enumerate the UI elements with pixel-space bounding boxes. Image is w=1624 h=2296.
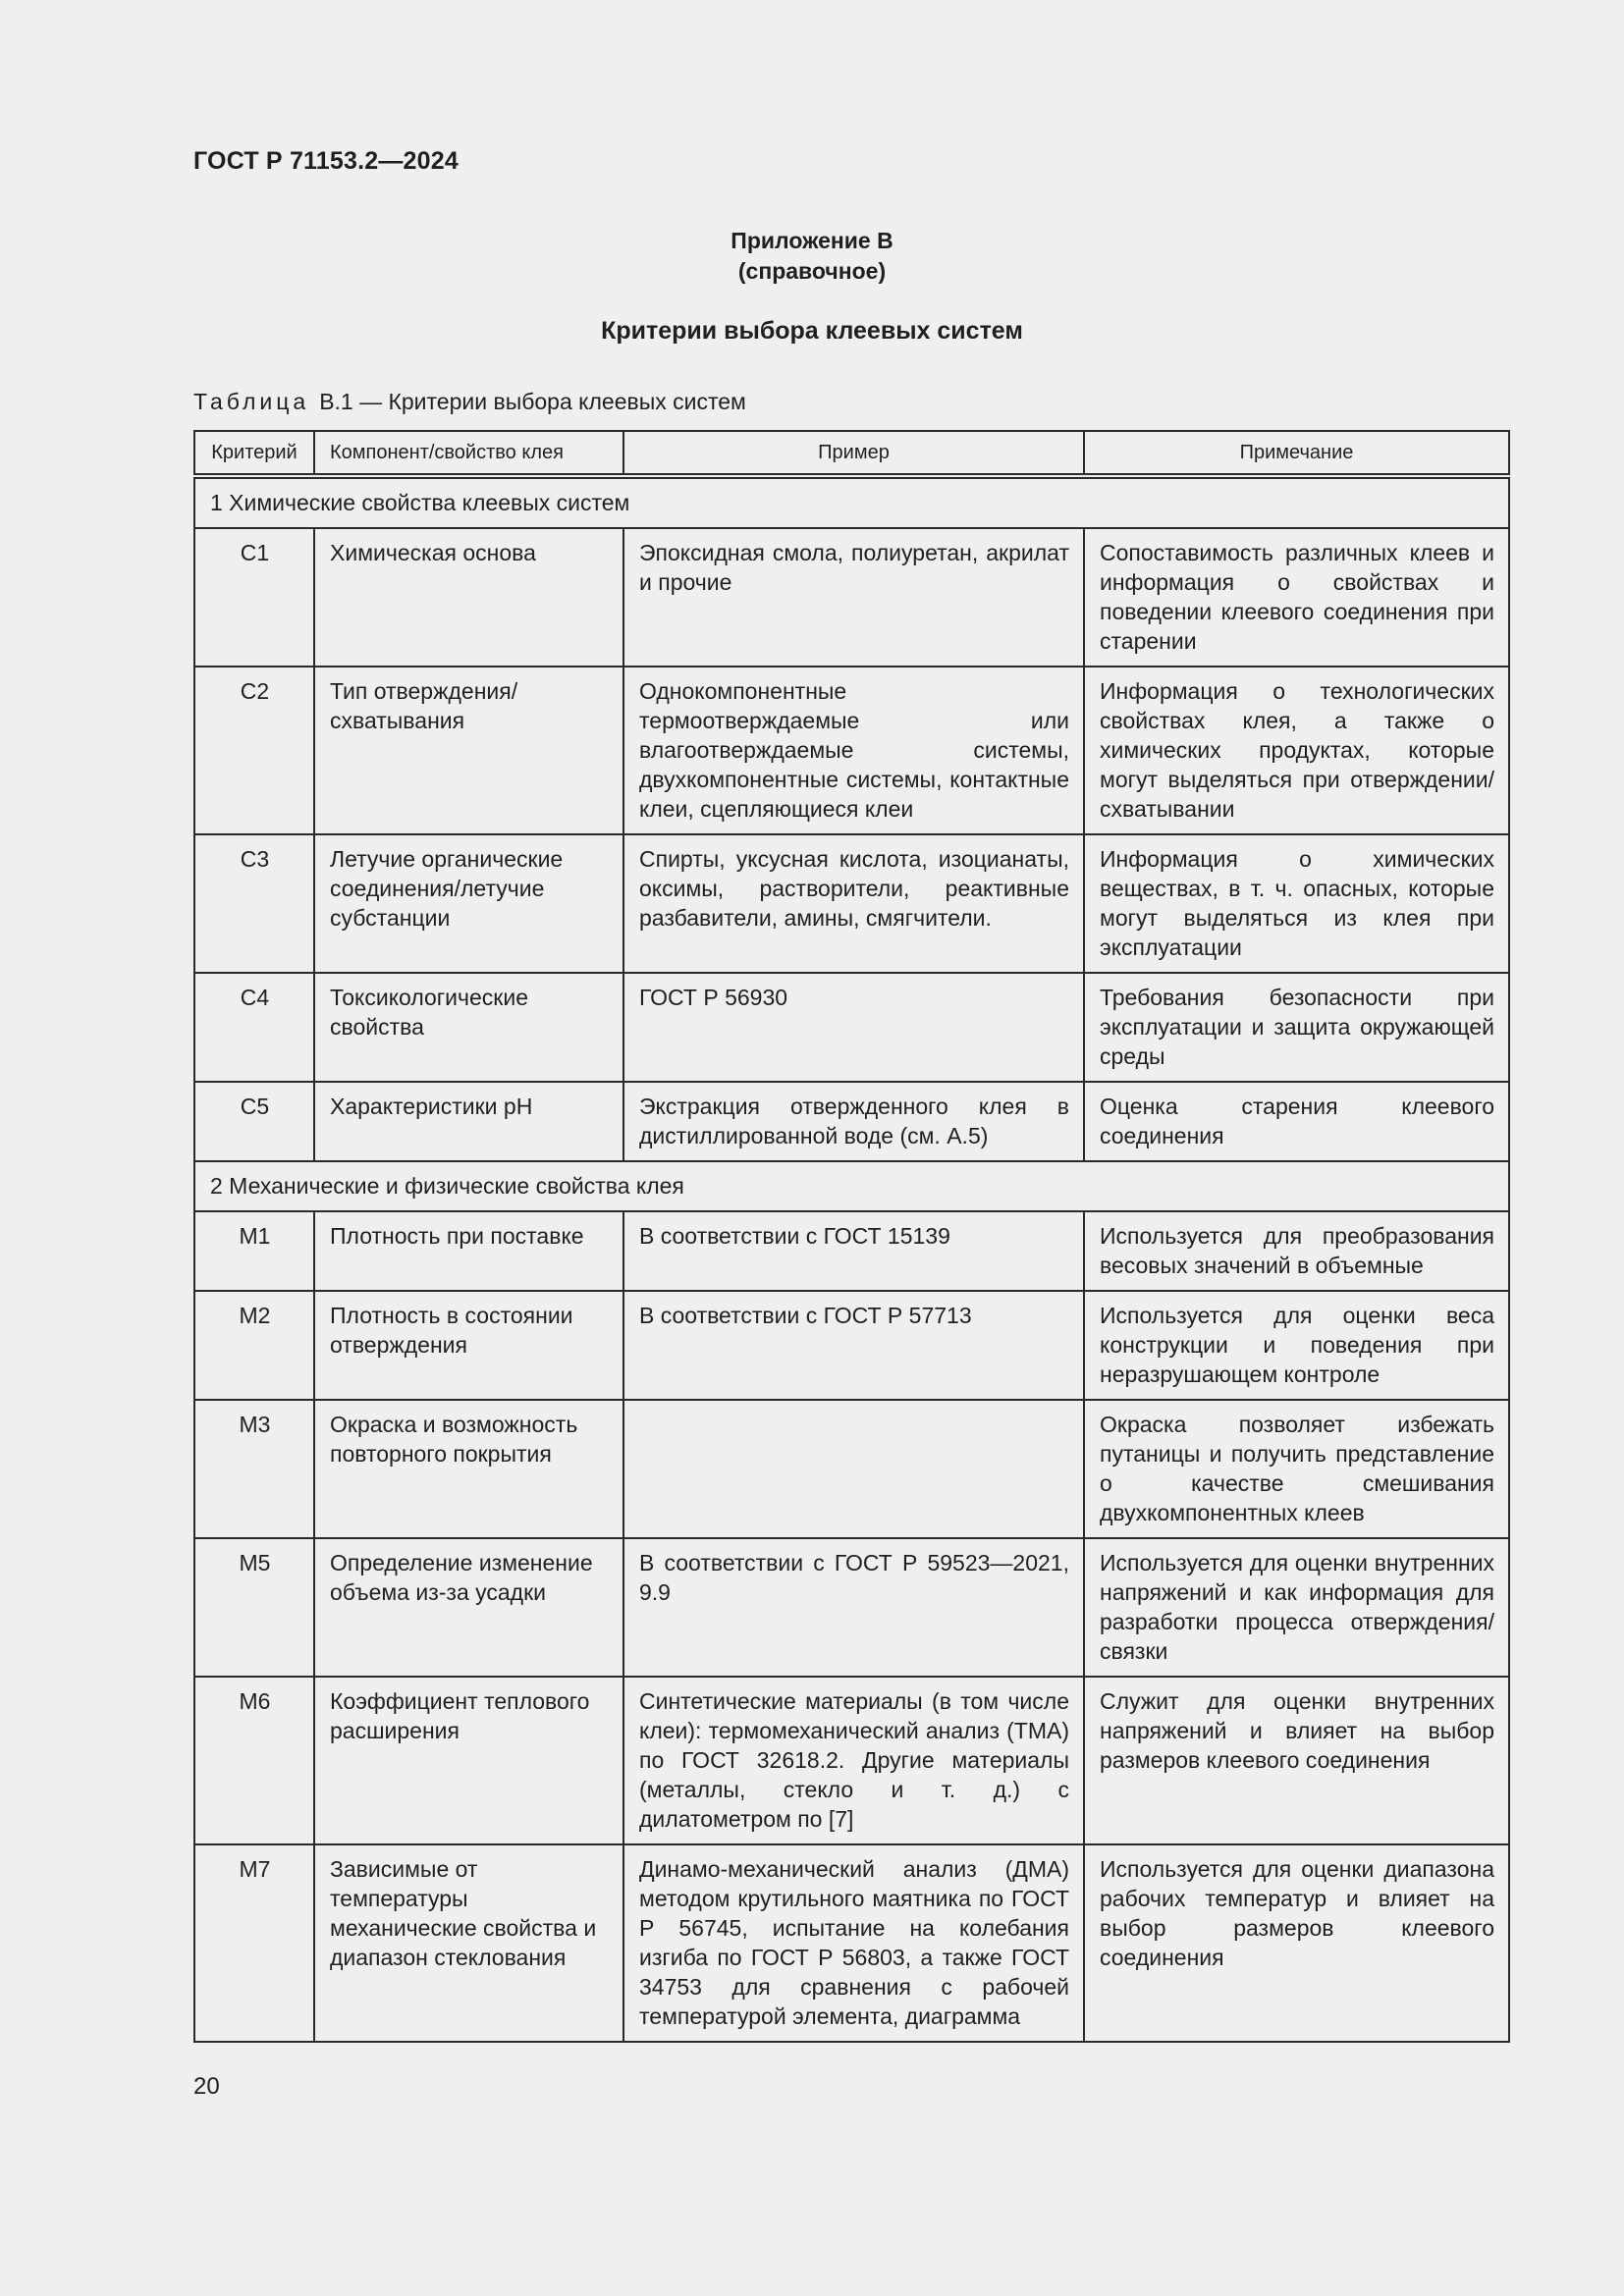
- row-component: Окраска и возможность повторного покрытия: [314, 1400, 623, 1538]
- row-example: В соответствии с ГОСТ Р 59523—2021, 9.9: [623, 1538, 1084, 1677]
- row-component: Коэффициент теплового расширения: [314, 1677, 623, 1844]
- row-code: М6: [194, 1677, 314, 1844]
- row-note: Информация о технологических свойствах клея, а также о химических продуктах, которые могут выделяться при отверждении/ схватывании: [1084, 667, 1509, 834]
- row-component: Летучие органические соединения/летучие субстанции: [314, 834, 623, 973]
- table-row: [194, 1400, 1509, 1538]
- table-row: [194, 834, 1509, 973]
- row-example: [623, 1400, 1084, 1538]
- row-example: ГОСТ Р 56930: [623, 973, 1084, 1082]
- row-component: Определение изменение объема из-за усадки: [314, 1538, 623, 1677]
- row-code: С1: [194, 528, 314, 667]
- appendix-label: Приложение В: [731, 228, 893, 253]
- row-component: Химическая основа: [314, 528, 623, 667]
- row-note: Служит для оценки внутренних напряжений и влияет на выбор размеров клеевого соединения: [1084, 1677, 1509, 1844]
- table-row: [194, 1538, 1509, 1677]
- row-code: С3: [194, 834, 314, 973]
- header-example: Пример: [623, 431, 1084, 476]
- row-component: Тип отверждения/ схватывания: [314, 667, 623, 834]
- row-note: Сопоставимость различных клеев и информация о свойствах и поведении клеевого соединения при старении: [1084, 528, 1509, 667]
- row-code: М3: [194, 1400, 314, 1538]
- row-component: Характеристики pH: [314, 1082, 623, 1161]
- table-row: [194, 973, 1509, 1082]
- row-component: Токсикологические свойства: [314, 973, 623, 1082]
- row-component: Зависимые от температуры механические свойства и диапазон стеклования: [314, 1844, 623, 2042]
- table-row: [194, 528, 1509, 667]
- row-note: Используется для оценки внутренних напряжений и как информация для разработки процесса отверждения/связки: [1084, 1538, 1509, 1677]
- row-code: С4: [194, 973, 314, 1082]
- appendix-heading: [0, 226, 1624, 287]
- row-component: Плотность при поставке: [314, 1211, 623, 1291]
- table-caption-prefix: Таблица: [193, 389, 310, 414]
- row-note: Используется для оценки диапазона рабочих температур и влияет на выбор размеров клеевого соединения: [1084, 1844, 1509, 2042]
- table-row: [194, 1844, 1509, 2042]
- table-row: [194, 1211, 1509, 1291]
- row-note: Оценка старения клеевого соединения: [1084, 1082, 1509, 1161]
- criteria-table: [193, 430, 1510, 2043]
- row-code: М7: [194, 1844, 314, 2042]
- row-example: Синтетические материалы (в том числе клеи): термомеханический анализ (ТМА) по ГОСТ 32618.2. Другие материалы (металлы, стекло и т. д.) с дилатометром по [7]: [623, 1677, 1084, 1844]
- header-component: Компонент/свойство клея: [314, 431, 623, 476]
- header-note: Примечание: [1084, 431, 1509, 476]
- row-code: С5: [194, 1082, 314, 1161]
- table-header-row: [194, 431, 1509, 476]
- row-example: Динамо-механический анализ (ДМА) методом крутильного маятника по ГОСТ Р 56745, испытание на колебания изгиба по ГОСТ Р 56803, а также ГОСТ 34753 для сравнения с рабочей температурой элемента, диаграмма: [623, 1844, 1084, 2042]
- section-title-chemical: 1 Химические свойства клеевых систем: [194, 476, 1509, 528]
- row-code: М5: [194, 1538, 314, 1677]
- row-example: Экстракция отвержденного клея в дистиллированной воде (см. А.5): [623, 1082, 1084, 1161]
- row-note: Информация о химических веществах, в т. ч. опасных, которые могут выделяться из клея при эксплуатации: [1084, 834, 1509, 973]
- row-note: Используется для оценки веса конструкции и поведения при неразрушающем контроле: [1084, 1291, 1509, 1400]
- row-note: Используется для преобразования весовых значений в объемные: [1084, 1211, 1509, 1291]
- section-row: [194, 476, 1509, 528]
- appendix-title: Критерии выбора клеевых систем: [601, 317, 1023, 345]
- row-code: М1: [194, 1211, 314, 1291]
- table-row: [194, 1082, 1509, 1161]
- table-caption: [193, 389, 746, 415]
- section-title-mechanical: 2 Механические и физические свойства клея: [194, 1161, 1509, 1211]
- section-row: [194, 1161, 1509, 1211]
- row-note: Окраска позволяет избежать путаницы и получить представление о качестве смешивания двухкомпонентных клеев: [1084, 1400, 1509, 1538]
- table-caption-text: В.1 — Критерии выбора клеевых систем: [319, 389, 746, 414]
- row-example: В соответствии с ГОСТ Р 57713: [623, 1291, 1084, 1400]
- appendix-type: (справочное): [737, 258, 887, 284]
- row-code: М2: [194, 1291, 314, 1400]
- row-example: Эпоксидная смола, полиуретан, акрилат и прочие: [623, 528, 1084, 667]
- row-example: В соответствии с ГОСТ 15139: [623, 1211, 1084, 1291]
- row-note: Требования безопасности при эксплуатации и защита окружающей среды: [1084, 973, 1509, 1082]
- row-example: Спирты, уксусная кислота, изоцианаты, оксимы, растворители, реактивные разбавители, амины, смягчители.: [623, 834, 1084, 973]
- table-row: [194, 1291, 1509, 1400]
- header-criterion: Критерий: [194, 431, 314, 476]
- row-component: Плотность в состоянии отверждения: [314, 1291, 623, 1400]
- document-code: ГОСТ Р 71153.2—2024: [193, 147, 459, 175]
- table-row: [194, 1677, 1509, 1844]
- page-number: 20: [193, 2073, 220, 2100]
- row-code: С2: [194, 667, 314, 834]
- table-row: [194, 667, 1509, 834]
- row-example: Однокомпонентные термоотверждаемые или влагоотверждаемые системы, двухкомпонентные системы, контактные клеи, сцепляющиеся клеи: [623, 667, 1084, 834]
